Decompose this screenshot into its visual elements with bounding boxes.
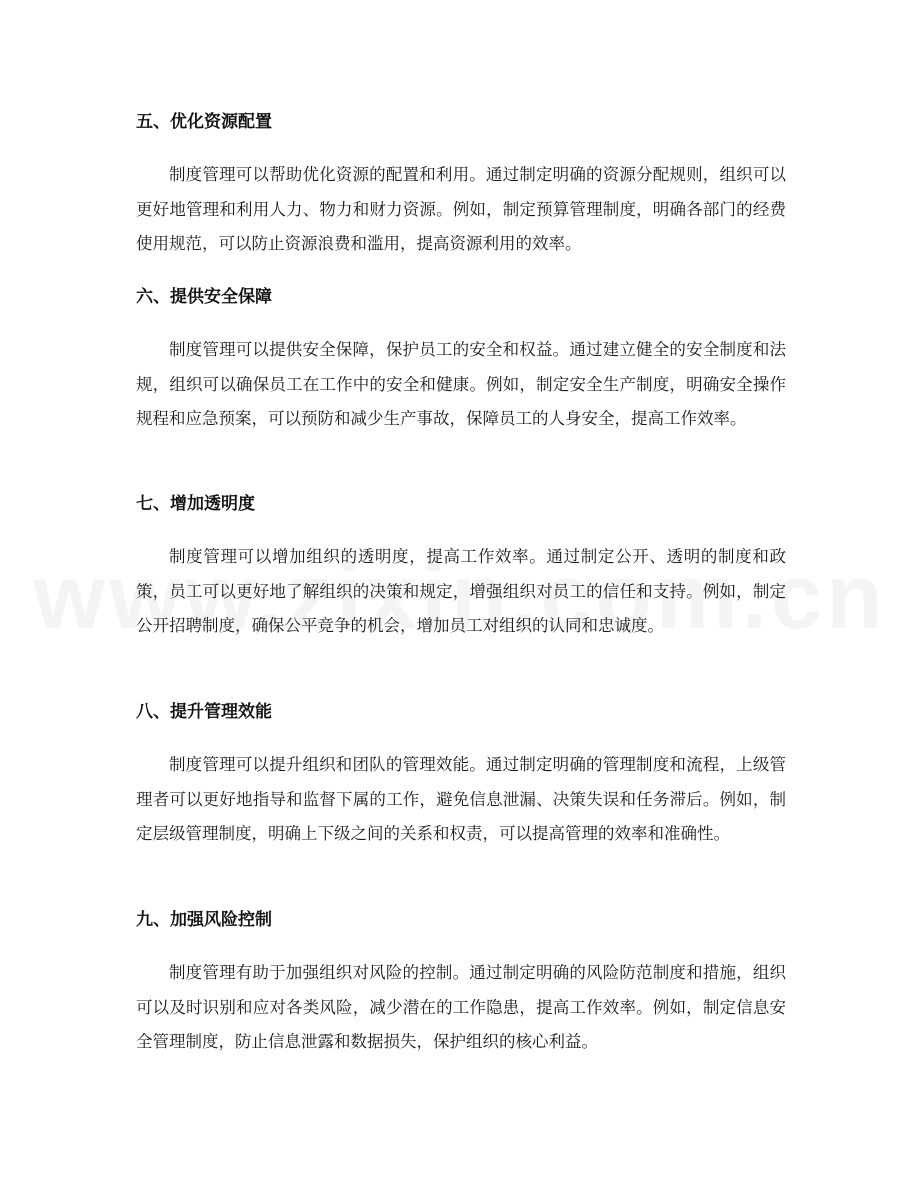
section-heading: 九、加强风险控制	[136, 910, 272, 930]
section-paragraph: 制度管理有助于加强组织对风险的控制。通过制定明确的风险防范制度和措施，组织可以及时识别和应对各类风险，减少潜在的工作隐患，提高工作效率。例如，制定信息安全管理制度，防止信息泄露和数据损失，保护组织的核心利益。	[136, 963, 786, 1051]
section-optimize-resources	[136, 110, 786, 262]
section-risk-control	[136, 908, 786, 1060]
section-paragraph: 制度管理可以提升组织和团队的管理效能。通过制定明确的管理制度和流程，上级管理者可以更好地指导和监督下属的工作，避免信息泄漏、决策失误和任务滞后。例如，制定层级管理制度，明确上下级之间的关系和权责，可以提高管理的效率和准确性。	[136, 755, 786, 843]
section-heading: 八、提升管理效能	[136, 702, 272, 722]
section-heading: 七、增加透明度	[136, 494, 255, 514]
section-heading: 五、优化资源配置	[136, 112, 272, 132]
section-paragraph: 制度管理可以提供安全保障，保护员工的安全和权益。通过建立健全的安全制度和法规，组织可以确保员工在工作中的安全和健康。例如，制定安全生产制度，明确安全操作规程和应急预案，可以预防和减少生产事故，保障员工的人身安全，提高工作效率。	[136, 340, 786, 428]
section-heading: 六、提供安全保障	[136, 287, 272, 307]
section-paragraph: 制度管理可以帮助优化资源的配置和利用。通过制定明确的资源分配规则，组织可以更好地管理和利用人力、物力和财力资源。例如，制定预算管理制度，明确各部门的经费使用规范，可以防止资源浪费和滥用，提高资源利用的效率。	[136, 165, 786, 253]
section-management-efficiency	[136, 700, 786, 852]
section-safety-guarantee	[136, 285, 786, 437]
section-transparency	[136, 492, 786, 644]
section-paragraph: 制度管理可以增加组织的透明度，提高工作效率。通过制定公开、透明的制度和政策，员工可以更好地了解组织的决策和规定，增强组织对员工的信任和支持。例如，制定公开招聘制度，确保公平竞争的机会，增加员工对组织的认同和忠诚度。	[136, 547, 786, 635]
